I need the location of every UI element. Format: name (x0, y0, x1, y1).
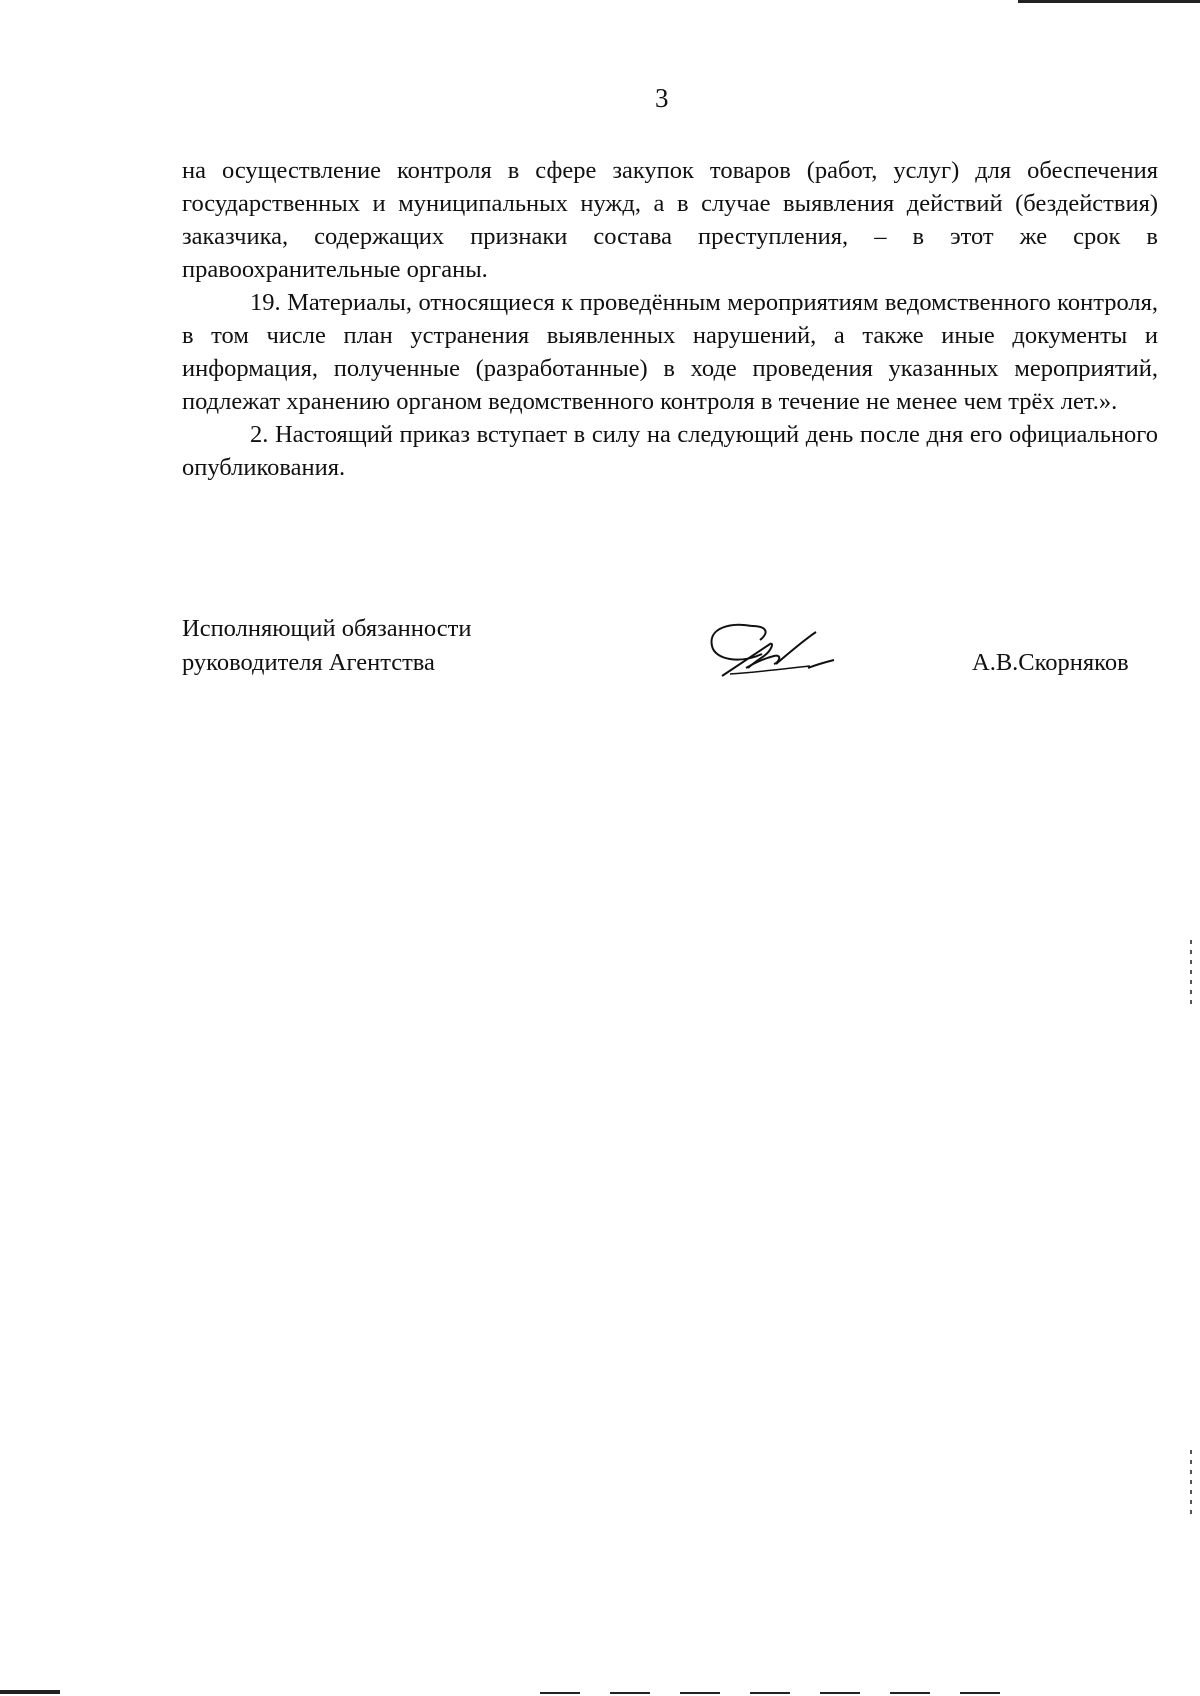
scan-edge-bottom-left (0, 1690, 60, 1694)
page-number: 3 (655, 83, 669, 113)
scan-edge-right-dots (1190, 940, 1192, 1010)
signatory-position-line2: руководителя Агентства (182, 649, 435, 676)
scan-edge-top-right (1018, 0, 1200, 3)
signatory-position-line1: Исполняющий обязанности (182, 615, 472, 642)
scan-edge-bottom-dashes (540, 1692, 1020, 1694)
body-text (182, 154, 1158, 484)
paragraph-item-2: 2. Настоящий приказ вступает в силу на следующий день после дня его официального опубликования. (182, 421, 1158, 481)
paragraph-item-19: 19. Материалы, относящиеся к проведённым мероприятиям ведомственного контроля, в том числе план устранения выявленных нарушений, а также иные документы и информация, полученные (разработанные) в ходе проведения указанных мероприятий, подлежат хранению органом ведомственного контроля в течение не менее чем трёх лет.». (182, 289, 1158, 415)
handwritten-signature-icon (700, 618, 850, 688)
signatory-position (182, 612, 471, 680)
signatory-name: А.В.Скорняков (972, 649, 1129, 676)
paragraph-continuation: на осуществление контроля в сфере закупок товаров (работ, услуг) для обеспечения государственных и муниципальных нужд, а в случае выявления действий (бездействия) заказчика, содержащих признаки состава преступления, – в этот же срок в правоохранительные органы. (182, 157, 1158, 283)
scan-edge-right-dots-lower (1190, 1450, 1192, 1520)
